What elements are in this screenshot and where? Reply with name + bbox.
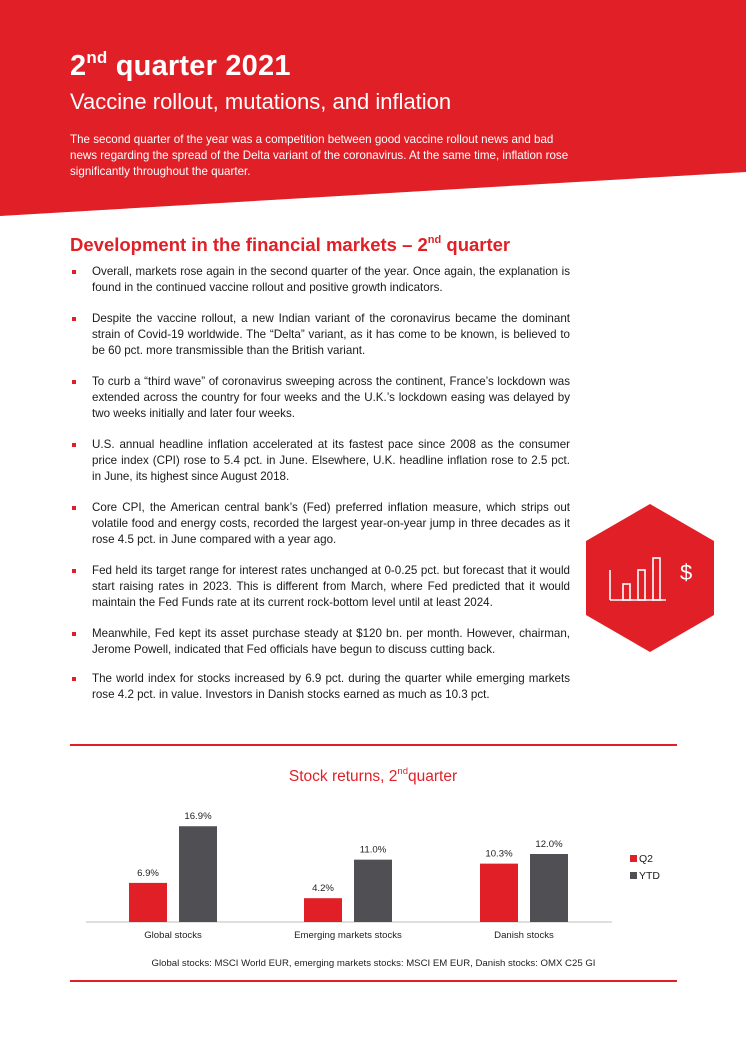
dollar-glyph: $: [680, 560, 693, 585]
bullet-text: Core CPI, the American central bank’s (Fed) preferred inflation measure, which strips out volatile food and energy costs, recorded the largest year-on-year jump in three decades as it rose 4.5 pct. in June compared with a year ago.: [92, 501, 570, 546]
bullet-item: [70, 264, 570, 296]
data-label-ytd-0: 16.9%: [184, 811, 212, 823]
data-label-q2-2: 10.3%: [485, 848, 513, 860]
bar-ytd-2: [530, 854, 568, 922]
intro-paragraph: The second quarter of the year was a competition between good vaccine rollout news and bad news regarding the spread of the Delta variant of the coronavirus. At the same time, inflation rose significantly throughout the quarter.: [70, 133, 569, 178]
legend-swatch-ytd: [630, 872, 637, 879]
bullet-square-icon: [72, 270, 76, 274]
legend-item-q2: [630, 850, 660, 867]
chart-title: [0, 766, 746, 786]
legend-item-ytd: [630, 867, 660, 884]
bar-chart-dollar-icon: [586, 504, 714, 652]
bar-ytd-1: [354, 860, 392, 922]
chart-footnote: Global stocks: MSCI World EUR, emerging markets stocks: MSCI EM EUR, Danish stocks: OMX C25 GI: [151, 958, 596, 969]
bullet-square-icon: [72, 380, 76, 384]
chart-title-sup: nd: [397, 766, 408, 777]
bullet-text: Overall, markets rose again in the second quarter of the year. Once again, the explanation is found in the continued vaccine rollout and positive growth indicators.: [92, 265, 570, 294]
bar-q2-1: [304, 898, 342, 922]
data-label-ytd-2: 12.0%: [535, 839, 563, 850]
bullet-item: [70, 671, 570, 703]
bullet-list: [70, 264, 570, 718]
section-title: [70, 234, 510, 256]
chart-legend: [630, 850, 660, 884]
bullet-item: [70, 437, 570, 485]
bullet-item: [70, 626, 570, 658]
bullet-item: [70, 563, 570, 611]
category-label-1: Emerging markets stocks: [294, 930, 402, 941]
legend-label-ytd: YTD: [639, 869, 660, 882]
data-label-q2-0: 6.9%: [137, 867, 159, 879]
title-sup: nd: [86, 48, 108, 67]
section-title-rest: quarter: [441, 234, 511, 255]
bullet-item: [70, 311, 570, 359]
page-title: [70, 48, 291, 83]
section-title-sup: nd: [427, 234, 442, 246]
category-label-2: Danish stocks: [494, 930, 554, 941]
bar-q2-2: [480, 864, 518, 922]
title-main: 2: [70, 50, 87, 82]
bullet-square-icon: [72, 632, 76, 636]
bullet-square-icon: [72, 317, 76, 321]
page-subtitle: Vaccine rollout, mutations, and inflation: [70, 89, 452, 114]
bullet-text: Meanwhile, Fed kept its asset purchase steady at $120 bn. per month. However, chairman, Jerome Powell, indicated that Fed officials have begun to discuss cutting back.: [92, 627, 570, 656]
bullet-item: [70, 374, 570, 422]
bullet-text: Fed held its target range for interest rates unchanged at 0-0.25 pct. but forecast that it would start raising rates in 2023. This is different from March, where Fed predicted that it would maintain the Fed Funds rate at its current rock-bottom level until at least 2024.: [92, 564, 570, 609]
bullet-square-icon: [72, 506, 76, 510]
title-rest: quarter 2021: [107, 50, 291, 82]
bullet-square-icon: [72, 569, 76, 573]
bullet-text: To curb a “third wave” of coronavirus sweeping across the continent, France’s lockdown was extended across the country for four weeks and the U.K.’s lockdown easing was delayed by two weeks initially and later four weeks.: [92, 375, 570, 420]
bullet-text: The world index for stocks increased by 6.9 pct. during the quarter while emerging markets rose 4.2 pct. in value. Investors in Danish stocks earned as much as 10.3 pct.: [92, 672, 570, 701]
hexagon-shape: [586, 504, 714, 652]
header-banner: [0, 0, 746, 218]
chart-title-rest: quarter: [408, 768, 458, 785]
data-label-q2-1: 4.2%: [312, 883, 334, 895]
chart-title-main: Stock returns, 2: [288, 768, 398, 785]
bullet-text: Despite the vaccine rollout, a new Indian variant of the coronavirus became the dominant strain of Covid-19 worldwide. The “Delta” variant, as it has come to be known, is believed to be 60 pct. more transmissible than the British variant.: [92, 312, 570, 357]
bar-q2-0: [129, 883, 167, 922]
category-label-0: Global stocks: [144, 930, 202, 941]
bullet-square-icon: [72, 677, 76, 681]
bullet-item: [70, 500, 570, 548]
legend-swatch-q2: [630, 855, 637, 862]
bullet-text: U.S. annual headline inflation accelerated at its fastest pace since 2008 as the consumer price index (CPI) rose to 5.4 pct. in June. Elsewhere, U.K. headline inflation rose to 2.5 pct. in June, its highest since August 2018.: [92, 438, 570, 483]
data-label-ytd-1: 11.0%: [359, 844, 387, 856]
legend-label-q2: Q2: [639, 852, 654, 865]
bullet-square-icon: [72, 443, 76, 447]
bar-ytd-0: [179, 826, 217, 922]
top-divider: [70, 744, 677, 746]
bottom-divider: [70, 980, 677, 982]
section-title-main: Development in the financial markets – 2: [70, 234, 428, 255]
